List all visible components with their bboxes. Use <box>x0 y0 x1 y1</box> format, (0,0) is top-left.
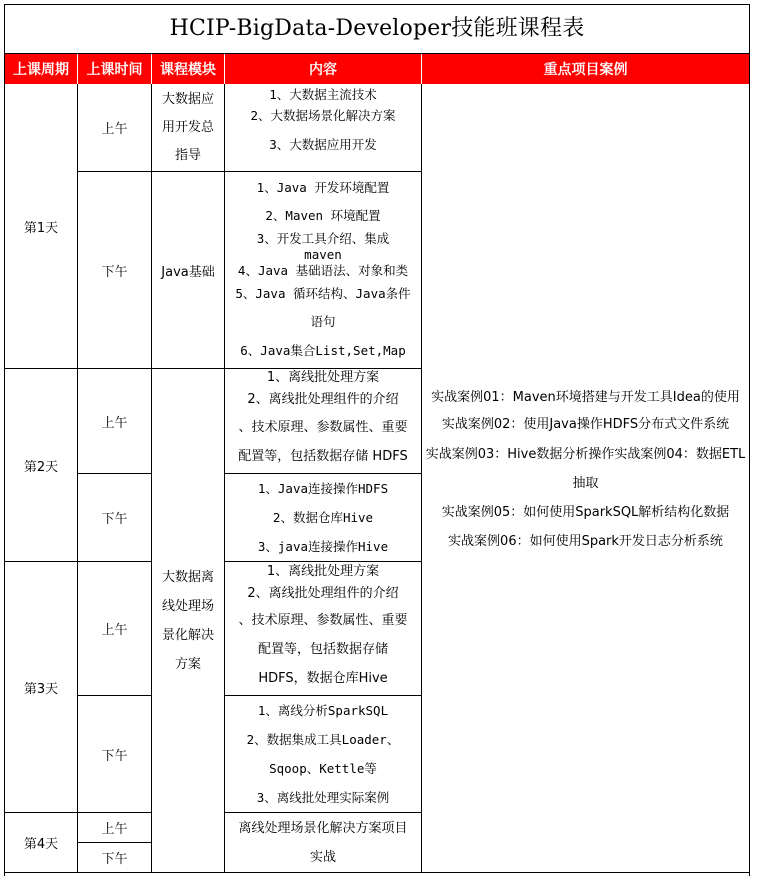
time-d4-pm: 下午 <box>78 843 152 873</box>
content-line: 2、数据集成工具Loader、 <box>246 732 400 747</box>
module-java-basics: Java基础 <box>152 172 225 369</box>
module-app-dev-guide <box>152 84 225 172</box>
module-line: 大数据离 <box>161 569 214 585</box>
case-item: 实战案例05：如何使用SparkSQL解析结构化数据 <box>441 505 730 520</box>
time-d2-am: 上午 <box>78 369 152 474</box>
content-line: 3、开发工具介绍、集成 <box>256 231 390 246</box>
content-line: 配置等，包括数据存储 HDFS <box>238 449 408 464</box>
content-line: 1、Java 开发环境配置 <box>256 180 390 195</box>
case-item: 实战案例03：Hive数据分析操作实战案例04：数据ETL抽取 <box>425 447 746 491</box>
case-item: 实战案例06：如何使用Spark开发日志分析系统 <box>448 534 723 549</box>
content-d4 <box>225 813 422 873</box>
content-line: 1、离线批处理方案 <box>266 370 380 385</box>
content-line: 2、数据仓库Hive <box>272 509 374 525</box>
content-d2-pm <box>225 474 422 562</box>
time-d1-pm: 下午 <box>78 172 152 369</box>
content-line: maven <box>304 247 342 262</box>
content-line: 3、离线批处理实际案例 <box>256 790 390 805</box>
period-day3: 第3天 <box>5 562 78 813</box>
content-line: 1、Java连接操作HDFS <box>257 480 389 496</box>
content-line: 5、Java 循环结构、Java条件 <box>235 286 411 301</box>
content-line: 6、Java集合List,Set,Map <box>240 343 406 358</box>
content-line: 3、大数据应用开发 <box>269 137 377 152</box>
content-line: 、技术原理、参数属性、重要 <box>238 420 408 435</box>
module-offline-processing <box>152 369 225 873</box>
content-d3-am <box>225 562 422 696</box>
period-day4: 第4天 <box>5 813 78 873</box>
content-line: 2、Maven 环境配置 <box>265 208 381 223</box>
case-item: 实战案例02：使用Java操作HDFS分布式文件系统 <box>441 417 730 432</box>
content-line: 1、大数据主流技术 <box>269 87 377 102</box>
content-line: 4、Java 基础语法、对象和类 <box>237 263 409 278</box>
content-line: Sqoop、Kettle等 <box>269 761 377 776</box>
content-line: 1、离线批处理方案 <box>266 564 380 579</box>
header-period: 上课周期 <box>5 54 78 84</box>
course-schedule-table <box>4 4 750 876</box>
content-line: 2、离线批处理组件的介绍 <box>247 586 399 601</box>
content-line: 2、离线批处理组件的介绍 <box>247 392 399 407</box>
module-line: 用开发总 <box>161 119 214 135</box>
case-item: 实战案例01：Maven环境搭建与开发工具Idea的使用 <box>431 390 740 405</box>
header-content: 内容 <box>225 54 422 84</box>
content-d2-am <box>225 369 422 474</box>
content-line: 2、大数据场景化解决方案 <box>250 108 396 123</box>
content-line: 、技术原理、参数属性、重要 <box>238 613 408 628</box>
content-d1-pm <box>225 172 422 369</box>
content-d3-pm <box>225 696 422 813</box>
content-line: 配置等，包括数据存储 <box>257 642 388 657</box>
module-line: 景化解决 <box>161 627 214 643</box>
content-line: 离线处理场景化解决方案项目 <box>238 820 408 836</box>
module-line: 线处理场 <box>161 598 214 614</box>
period-day1: 第1天 <box>5 84 78 369</box>
content-d1-am <box>225 84 422 172</box>
module-line: 大数据应 <box>161 91 214 107</box>
module-line: 指导 <box>174 147 201 163</box>
page-title: HCIP-BigData-Developer技能班课程表 <box>5 5 749 54</box>
content-line: 1、离线分析SparkSQL <box>257 703 389 718</box>
module-line: 方案 <box>174 656 201 672</box>
period-day2: 第2天 <box>5 369 78 562</box>
header-module: 课程模块 <box>152 54 225 84</box>
content-line: 语句 <box>310 314 336 329</box>
header-time: 上课时间 <box>78 54 152 84</box>
time-d3-pm: 下午 <box>78 696 152 813</box>
time-d1-am: 上午 <box>78 84 152 172</box>
header-cases: 重点项目案例 <box>422 54 749 84</box>
time-d2-pm: 下午 <box>78 474 152 562</box>
time-d3-am: 上午 <box>78 562 152 696</box>
content-line: 3、java连接操作Hive <box>257 538 389 554</box>
content-line: 实战 <box>309 849 336 865</box>
content-line: HDFS，数据仓库Hive <box>258 671 388 686</box>
cases-column <box>422 84 749 873</box>
time-d4-am: 上午 <box>78 813 152 843</box>
